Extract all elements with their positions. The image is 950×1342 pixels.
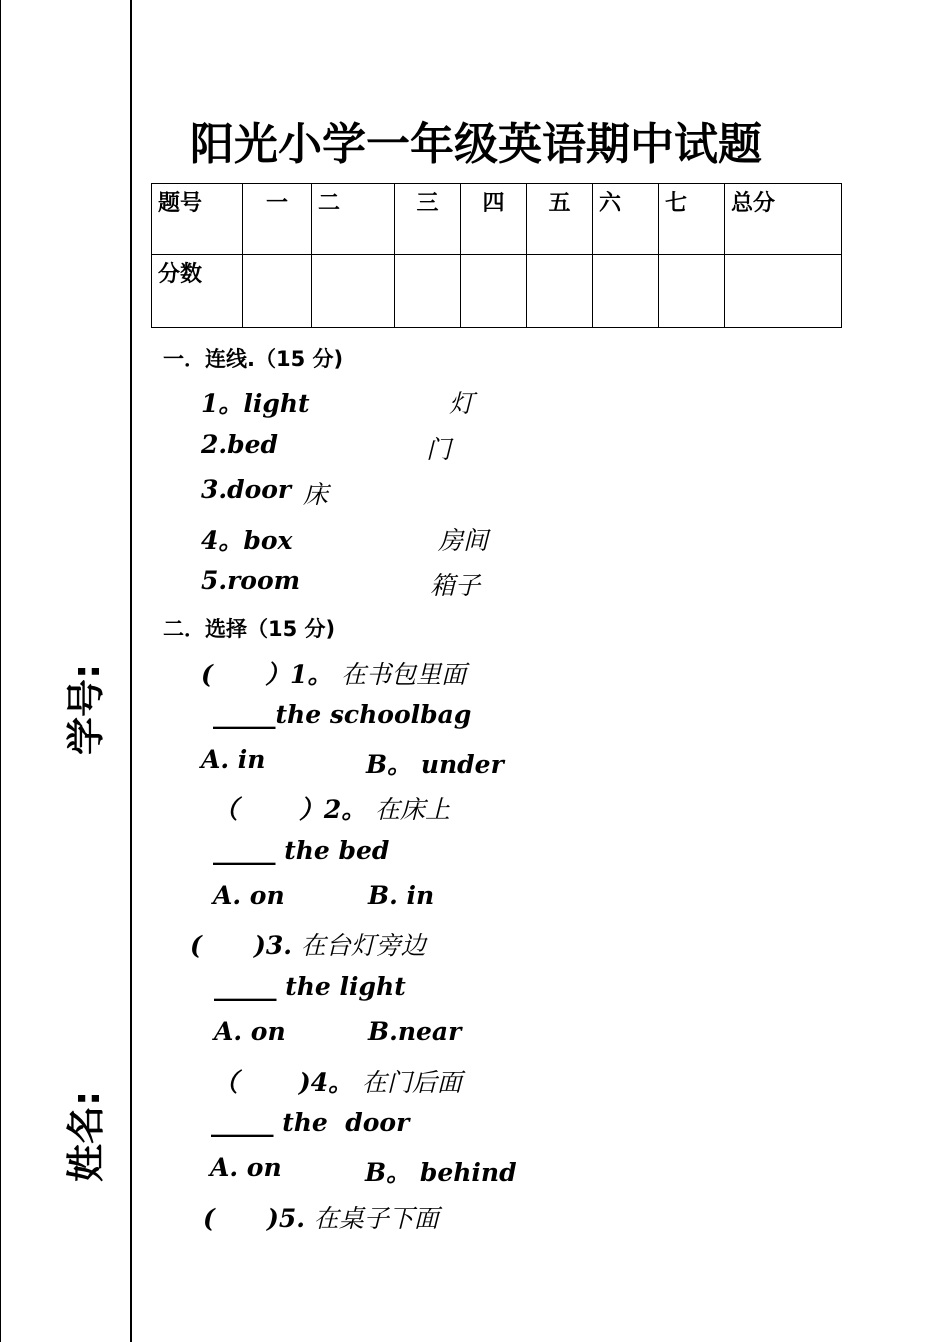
- score-cell: [725, 255, 842, 328]
- question-5-stem: ( )5. 在桌子下面: [203, 1204, 439, 1233]
- student-number-label: 学号:: [64, 663, 108, 755]
- cell-col-1: 一: [243, 184, 312, 255]
- question-4-stem: （ )4。 在门后面: [213, 1068, 462, 1097]
- section1-heading: 一．连线.（15 分): [163, 347, 344, 371]
- match-item-2-cn: 门: [426, 435, 452, 464]
- match-item-3-en: 3.door: [201, 475, 292, 504]
- left-margin-binding-strip: [0, 0, 132, 1342]
- match-item-4-cn: 房间: [438, 526, 489, 555]
- cell-total-label: 总分: [725, 184, 842, 255]
- score-cell: [659, 255, 725, 328]
- match-item-4-en: 4。box: [201, 526, 293, 555]
- question-1-blank: _____the schoolbag: [213, 700, 472, 729]
- cell-col-4: 四: [461, 184, 527, 255]
- cell-question-number-label: 题号: [152, 184, 243, 255]
- question-3-stem: ( )3. 在台灯旁边: [190, 931, 426, 960]
- section2-heading: 二．选择（15 分): [163, 617, 336, 641]
- score-table-score-row: [152, 255, 842, 328]
- match-item-2-en: 2.bed: [201, 430, 278, 459]
- match-item-5-en: 5.room: [201, 566, 301, 595]
- cell-col-7: 七: [659, 184, 725, 255]
- score-cell: [395, 255, 461, 328]
- student-name-label: 姓名:: [64, 1090, 108, 1182]
- question-1-stem: ( ）1。 在书包里面: [201, 660, 467, 689]
- cell-col-2: 二: [312, 184, 395, 255]
- cell-col-3: 三: [395, 184, 461, 255]
- question-4-option-b: B。 behind: [365, 1158, 517, 1187]
- question-2-option-a: A. on: [213, 881, 285, 910]
- question-2-blank: _____ the bed: [213, 836, 390, 865]
- match-item-5-cn: 箱子: [430, 571, 481, 600]
- score-table: [151, 183, 842, 328]
- match-item-1-cn: 灯: [449, 389, 475, 418]
- score-cell: [461, 255, 527, 328]
- question-2-stem: （ ）2。 在床上: [213, 795, 451, 824]
- question-3-blank: _____ the light: [214, 972, 406, 1001]
- question-4-blank: _____ the door: [211, 1108, 410, 1137]
- question-1-option-a: A. in: [201, 745, 266, 774]
- score-table-header-row: [152, 184, 842, 255]
- score-cell: [527, 255, 593, 328]
- match-item-3-cn: 床: [303, 480, 329, 509]
- cell-col-6: 六: [593, 184, 659, 255]
- question-2-option-b: B. in: [368, 881, 435, 910]
- question-3-option-a: A. on: [214, 1017, 286, 1046]
- cell-score-label: 分数: [152, 255, 243, 328]
- cell-col-5: 五: [527, 184, 593, 255]
- score-cell: [593, 255, 659, 328]
- match-item-1-en: 1。light: [201, 389, 310, 418]
- page-title: 阳光小学一年级英语期中试题: [190, 119, 762, 170]
- question-3-option-b: B.near: [368, 1017, 462, 1046]
- question-4-option-a: A. on: [210, 1153, 282, 1182]
- question-1-option-b: B。 under: [366, 750, 504, 779]
- score-cell: [312, 255, 395, 328]
- score-cell: [243, 255, 312, 328]
